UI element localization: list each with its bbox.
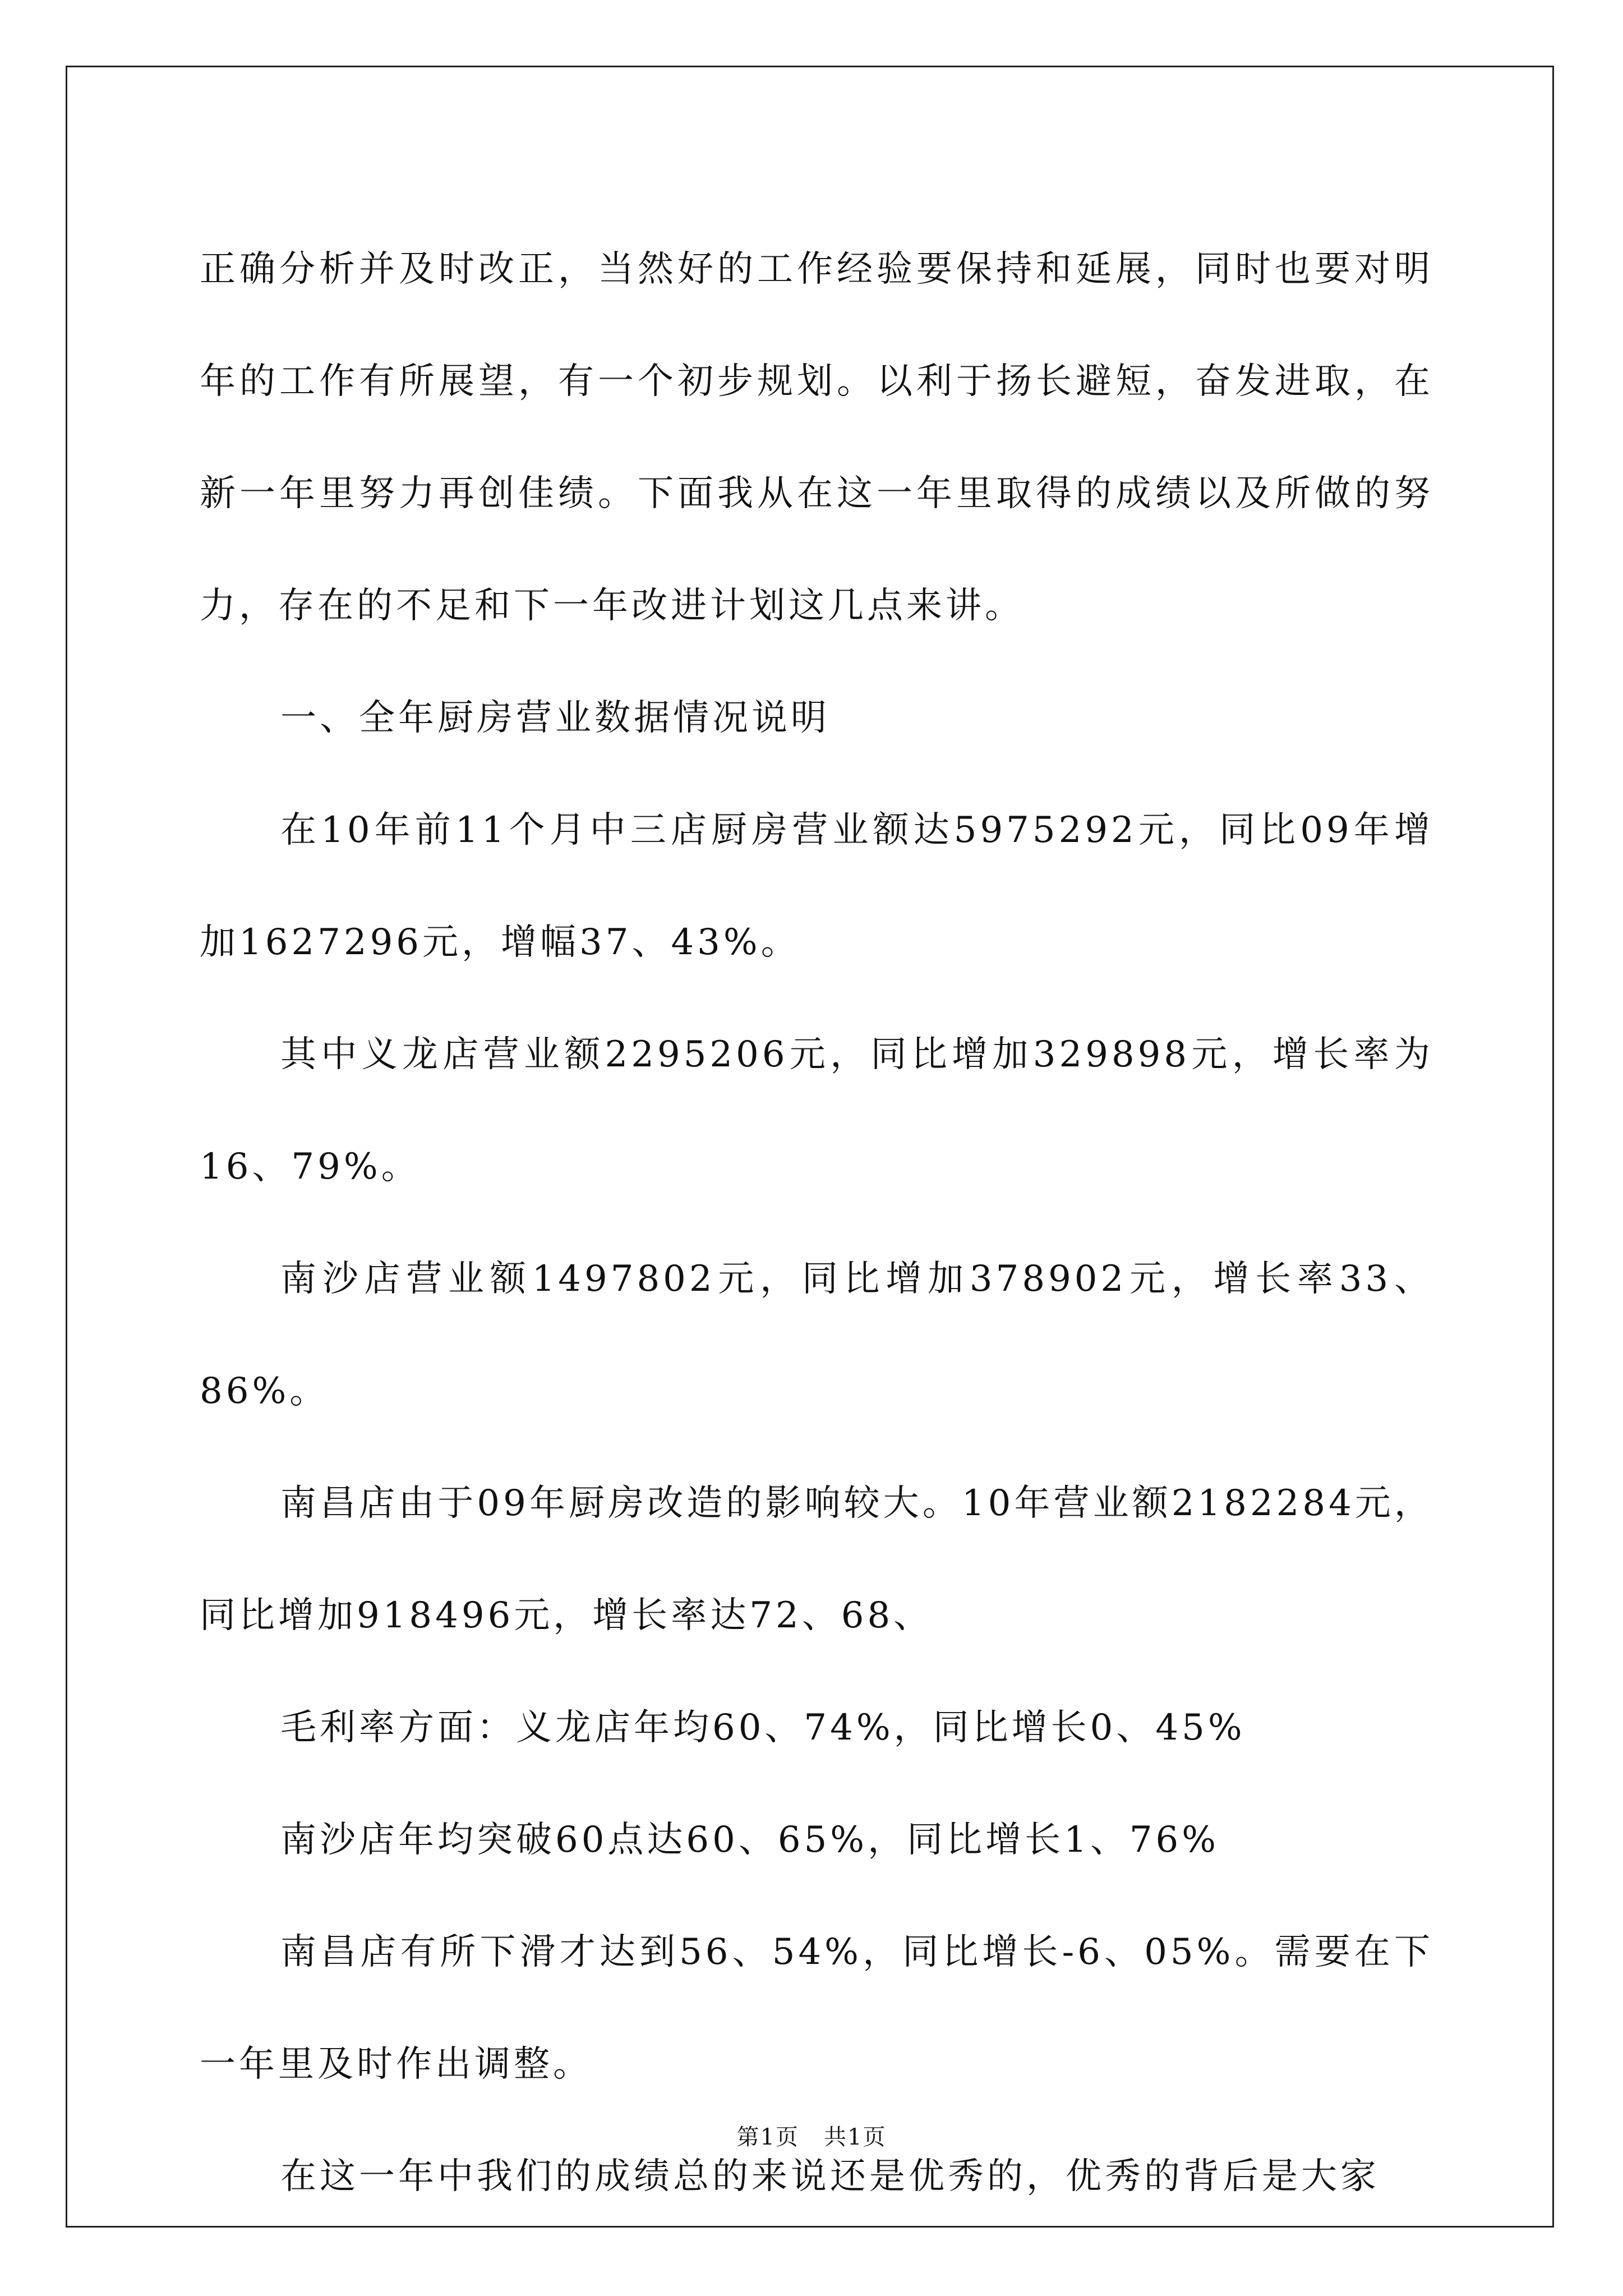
page-total: 共1页: [824, 2124, 887, 2150]
document-body: [200, 213, 1433, 2233]
page-footer: [0, 2119, 1623, 2151]
page-number: 第1页: [736, 2124, 799, 2150]
paragraph-gross-margin-yilong: 毛利率方面：义龙店年均60、74%，同比增长0、45%: [280, 1707, 1246, 1749]
paragraph-nansha-revenue: 南沙店营业额1497802元，同比增加378902元，增长率33、86%。: [200, 1258, 1433, 1412]
paragraph-nanchang-revenue: 南昌店由于09年厨房改造的影响较大。10年营业额2182284元，同比增加918496元，增长率达72、68、: [200, 1483, 1433, 1636]
paragraph-total-revenue: 在10年前11个月中三店厨房营业额达5975292元，同比09年增加1627296元，增幅37、43%。: [200, 809, 1433, 963]
paragraph-summary: 在这一年中我们的成绩总的来说还是优秀的，优秀的背后是大家: [280, 2156, 1380, 2197]
paragraph-intro: 正确分析并及时改正，当然好的工作经验要保持和延展，同时也要对明年的工作有所展望，有一个初步规划。以利于扬长避短，奋发进取，在新一年里努力再创佳绩。下面我从在这一年里取得的成绩以及所做的努力，存在的不足和下一年改进计划这几点来讲。: [200, 249, 1433, 627]
section-heading: 一、全年厨房营业数据情况说明: [280, 697, 830, 739]
paragraph-gross-margin-nansha: 南沙店年均突破60点达60、65%，同比增长1、76%: [280, 1819, 1220, 1861]
paragraph-gross-margin-nanchang: 南昌店有所下滑才达到56、54%，同比增长-6、05%。需要在下一年里及时作出调整。: [200, 1931, 1433, 2085]
paragraph-yilong-revenue: 其中义龙店营业额2295206元，同比增加329898元，增长率为16、79%。: [200, 1034, 1433, 1188]
